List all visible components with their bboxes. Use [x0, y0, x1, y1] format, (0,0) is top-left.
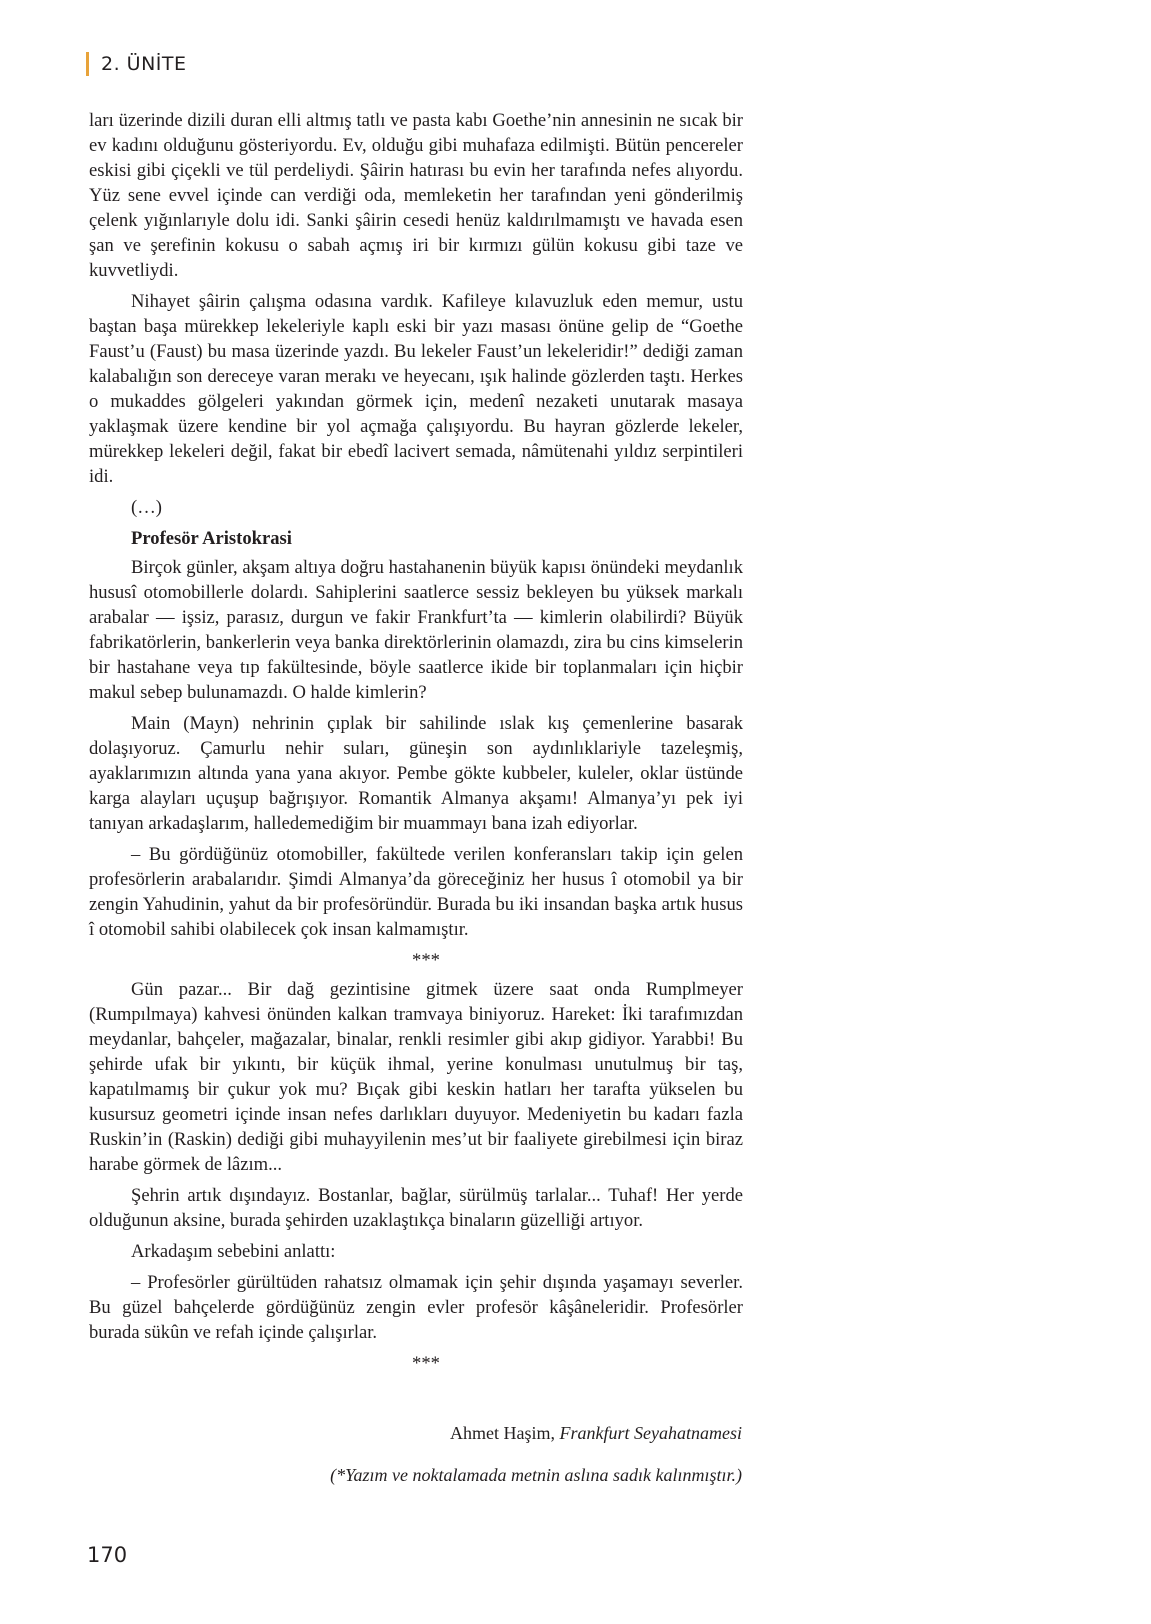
- paragraph: Arkadaşım sebebini anlattı:: [131, 1241, 336, 1262]
- paragraph: Main (Mayn) nehrinin çıplak bir sahilinde ıslak kış çemenlerine basarak dolaşıyoruz. Çamurlu nehir suları, güneşin son aydınlıklariyle tazeleşmiş, ayaklarımızın altında yana yana akıyor. Pembe gökte kubbeler, kuleler, oklar üstünde karga alayları uçuşup bağrışıyor. Romantik Almanya akşamı! Almanya’yı pek iyi tanıyan arkadaşlarım, halledemediğim bir muammayı bana izah ediyorlar.: [89, 713, 743, 834]
- running-header: [86, 50, 187, 78]
- paragraph: – Profesörler gürültüden rahatsız olmamak için şehir dışında yaşamayı severler. Bu güzel bahçelerde gördüğünüz zengin evler profesör kâşâneleridir. Profesörler burada sükûn ve refah içinde çalışırlar.: [89, 1272, 743, 1343]
- header-accent-bar: [86, 52, 89, 76]
- unit-label: 2. ÜNİTE: [101, 53, 187, 75]
- section-heading: Profesör Aristokrasi: [131, 528, 292, 549]
- paragraph: ları üzerinde dizili duran elli altmış tatlı ve pasta kabı Goethe’nin annesinin ne sıcak bir ev kadını olduğunu gösteriyordu. Ev, olduğu gibi muhafaza edilmişti. Bütün pencereler eskisi gibi çiçekli ve tül perdeliydi. Şâirin hatırası bu evin her tarafında nefes alıyordu. Yüz sene evvel içinde can verdiği oda, memleketin her tarafından yeni gönderilmiş çelenk yığınlarıyle dolu idi. Sanki şâirin cesedi henüz kaldırılmamıştı ve havada esen şan ve şerefinin kokusu o sabah açmış iri bir kırmızı gülün kokusu gibi taze ve kuvvetliydi.: [89, 110, 743, 281]
- section-separator: ***: [412, 1353, 440, 1374]
- main-text: [89, 108, 743, 1380]
- page-number: 170: [87, 1543, 128, 1567]
- author-name: Ahmet Haşim,: [450, 1423, 560, 1443]
- attribution: [300, 1420, 742, 1488]
- work-title: Frankfurt Seyahatnamesi: [559, 1423, 742, 1443]
- paragraph: Birçok günler, akşam altıya doğru hastahanenin büyük kapısı önündeki meydanlık hususî otomobillerle dolardı. Sahiplerini saatlerce sessiz bekleyen bu yüksek markalı arabalar — işsiz, parasız, durgun ve fakir Frankfurt’ta — kimlerin olabilirdi? Büyük fabrikatörlerin, bankerlerin veya banka direktörlerinin olamazdı, zira bu cins kimselerin bir hastahane veya tıp fakültesinde, böyle saatlerce ikide bir toplanmaları için hiçbir makul sebep bulunamazdı. O halde kimlerin?: [89, 557, 743, 703]
- omission-mark: (…): [131, 497, 162, 518]
- paragraph: Gün pazar... Bir dağ gezintisine gitmek üzere saat onda Rumplmeyer (Rumpılmaya) kahvesi önünden kalkan tramvaya biniyoruz. Hareket: İki tarafımızdan meydanlar, bahçeler, mağazalar, binalar, renkli resimler gibi akıp gidiyor. Yarabbi! Bu şehirde ufak bir yıkıntı, bir küçük ihmal, yerine konulması unutulmuş bir taş, kapatılmamış bir çukur yok mu? Bıçak gibi keskin hatları her tarafta yükselen bu kusursuz geometri içinde insan nefes darlıkları duyuyor. Medeniyetin bu kadarı fazla Ruskin’in (Raskin) dediği gibi muhayyilenin mes’ut bir faaliyete girebilmesi için biraz harabe görmek de lâzım...: [89, 979, 743, 1175]
- paragraph: Şehrin artık dışındayız. Bostanlar, bağlar, sürülmüş tarlalar... Tuhaf! Her yerde olduğunun aksine, burada şehirden uzaklaştıkça binaların güzelliği artıyor.: [89, 1185, 743, 1231]
- section-separator: ***: [412, 950, 440, 971]
- paragraph: Nihayet şâirin çalışma odasına vardık. Kafileye kılavuzluk eden memur, ustu baştan başa mürekkep lekeleriyle kaplı eski bir yazı masası önüne gelip de “Goethe Faust’u (Faust) bu masa üzerinde yazdı. Bu lekeler Faust’un lekeleridir!” dediği zaman kalabalığın son dereceye varan merakı ve heyecanı, ışık halinde gözlerden taştı. Herkes o mukaddes gölgeleri yakından görmek için, medenî nezaketi unutarak masaya yaklaşmak üzere kendine bir yol açmağa çalışıyordu. Bu hayran gözlerde lekeler, mürekkep lekeleri değil, fakat bir ebedî lacivert semada, nâmütenahi yıldız serpintileri idi.: [89, 291, 743, 487]
- paragraph: – Bu gördüğünüz otomobiller, fakültede verilen konferansları takip için gelen profesörlerin arabalarıdır. Şimdi Almanya’da göreceğiniz her husus î otomobil ya bir zengin Yahudinin, yahut da bir profesöründür. Burada bu iki insandan başka artık husus î otomobil sahibi olabilecek çok insan kalmamıştır.: [89, 844, 743, 940]
- editorial-note: (*Yazım ve noktalamada metnin aslına sadık kalınmıştır.): [330, 1465, 742, 1485]
- source-citation: [300, 1420, 742, 1446]
